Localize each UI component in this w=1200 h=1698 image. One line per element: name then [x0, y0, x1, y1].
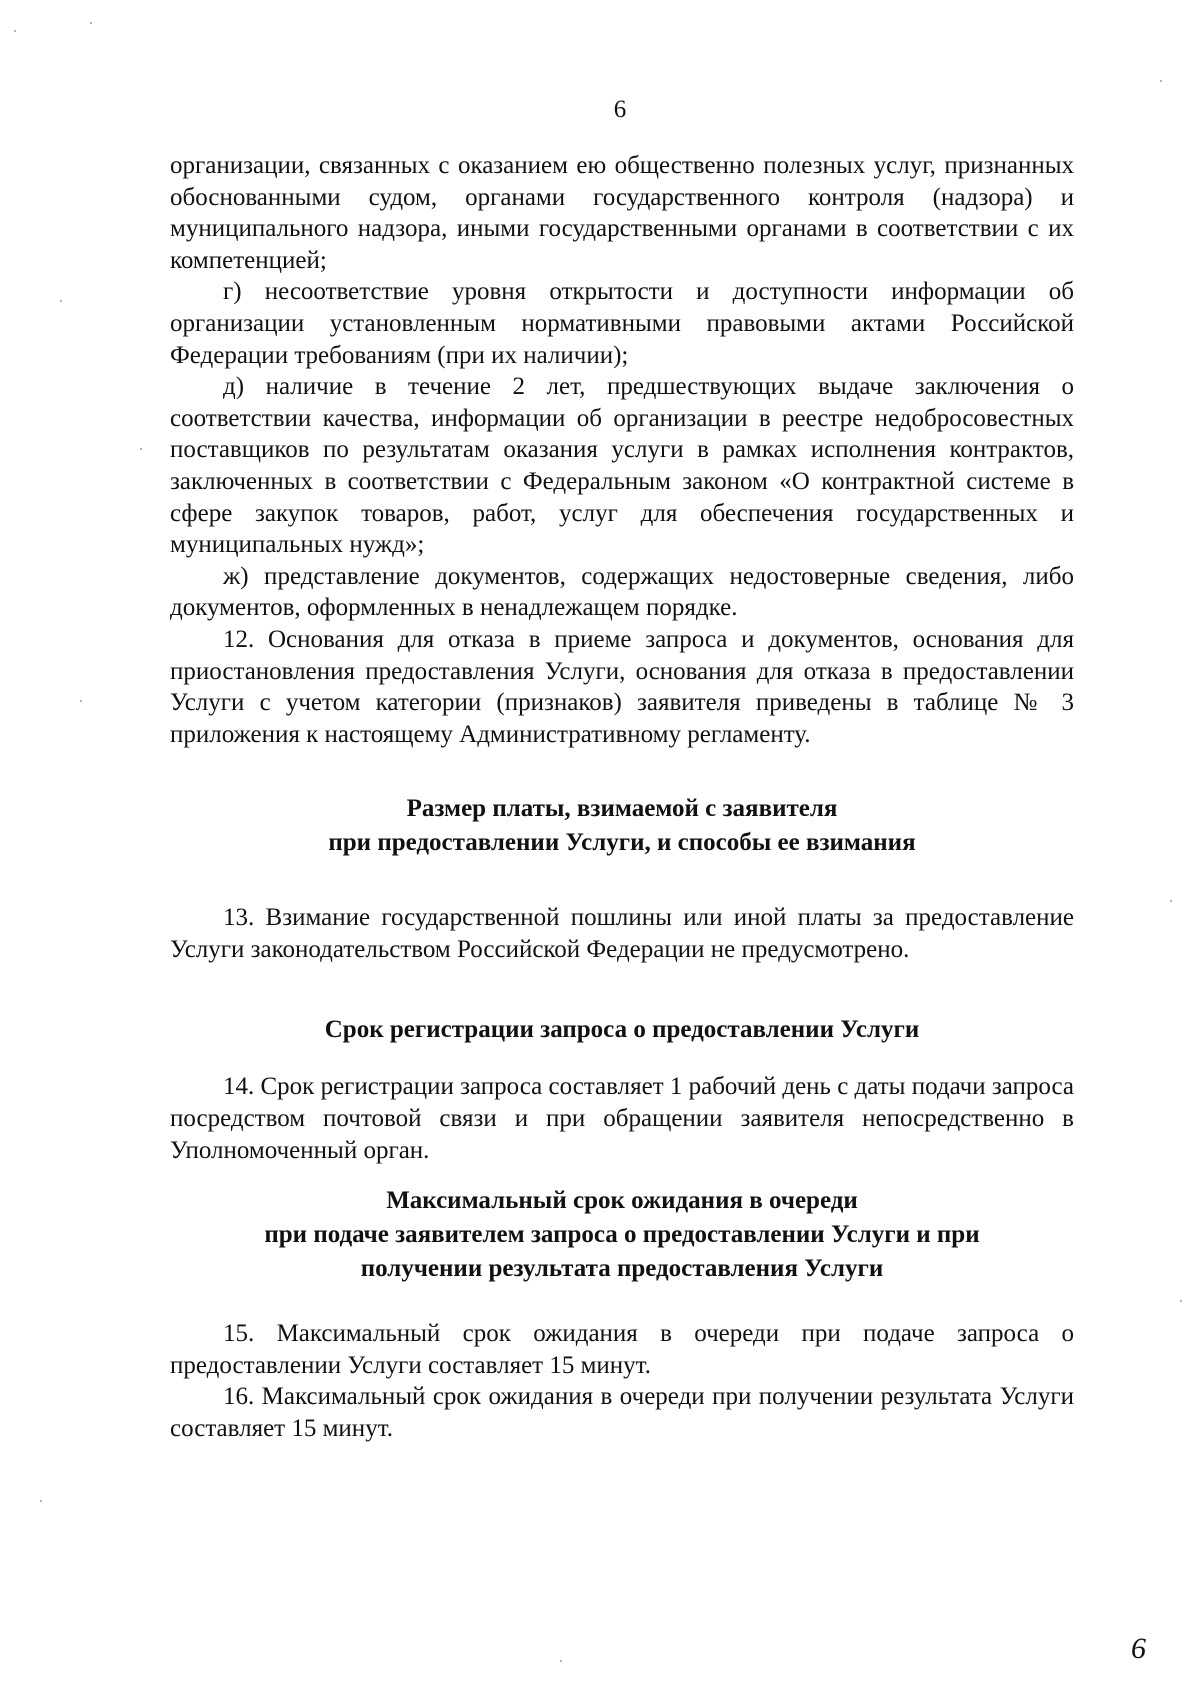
paragraph-item-d: д) наличие в течение 2 лет, предшествующих выдаче заключения о соответствии качества, информации об организации в реестре недобросовестных поставщиков по результатам оказания услуги в рамках исполнения контрактов, заключенных в соответствии с Федеральным законом «О контрактной системе в сфере закупок товаров, работ, услуг для обеспечения государственных и муниципальных нужд»; — [170, 373, 1074, 559]
paragraph-item-zh: ж) представление документов, содержащих недостоверные сведения, либо документов, оформленных в ненадлежащем порядке. — [170, 562, 1074, 622]
paragraph-continuation: организации, связанных с оказанием ею общественно полезных услуг, признанных обоснованными судом, органами государственного контроля (надзора) и муниципального надзора, иными государственными органами в соответствии с их компетенцией; — [170, 152, 1074, 274]
paragraph-item-g: г) несоответствие уровня открытости и доступности информации об организации установленным нормативными правовыми актами Российской Федерации требованиям (при их наличии); — [170, 278, 1074, 369]
heading-fee — [170, 792, 1074, 860]
paragraph-13: 13. Взимание государственной пошлины или иной платы за предоставление Услуги законодательством Российской Федерации не предусмотрено. — [170, 904, 1074, 963]
heading-queue-line-2: при подаче заявителем запроса о предоставлении Услуги и при — [264, 1221, 980, 1249]
scan-speck — [14, 30, 16, 32]
page-number: 6 — [613, 96, 627, 123]
heading-registration-line: Срок регистрации запроса о предоставлении Услуги — [324, 1016, 920, 1044]
scan-speck — [560, 1660, 562, 1662]
scan-speck — [1180, 1300, 1182, 1302]
paragraph-16: 16. Максимальный срок ожидания в очереди при получении результата Услуги составляет 15 минут. — [170, 1383, 1074, 1443]
handwritten-page-mark: 6 — [1131, 1632, 1146, 1665]
scan-speck — [1160, 80, 1162, 82]
scan-speck — [140, 448, 142, 450]
heading-registration — [170, 1013, 1074, 1047]
paragraph-15: 15. Максимальный срок ожидания в очереди при подаче запроса о предоставлении Услуги составляет 15 минут. — [170, 1320, 1074, 1379]
heading-queue — [170, 1184, 1074, 1286]
paragraph-14: 14. Срок регистрации запроса составляет 1 рабочий день с даты подачи запроса посредством почтовой связи и при обращении заявителя непосредственно в Уполномоченный орган. — [170, 1073, 1075, 1164]
scan-speck — [40, 1500, 42, 1502]
scan-speck — [60, 300, 62, 302]
heading-fee-line-2: при предоставлении Услуги, и способы ее взимания — [328, 829, 916, 857]
scan-speck — [80, 700, 82, 702]
scan-speck — [90, 22, 92, 24]
heading-queue-line-3: получении результата предоставления Услуги — [360, 1255, 884, 1283]
scan-speck — [1170, 900, 1172, 902]
paragraph-12: 12. Основания для отказа в приеме запроса и документов, основания для приостановления предоставления Услуги, основания для отказа в предоставлении Услуги с учетом категории (признаков) заявителя приведены в таблице № 3 приложения к настоящему Административному регламенту. — [170, 625, 1074, 748]
heading-fee-line-1: Размер платы, взимаемой с заявителя — [406, 795, 838, 823]
document-body — [170, 150, 1074, 1445]
heading-queue-line-1: Максимальный срок ожидания в очереди — [386, 1187, 858, 1215]
